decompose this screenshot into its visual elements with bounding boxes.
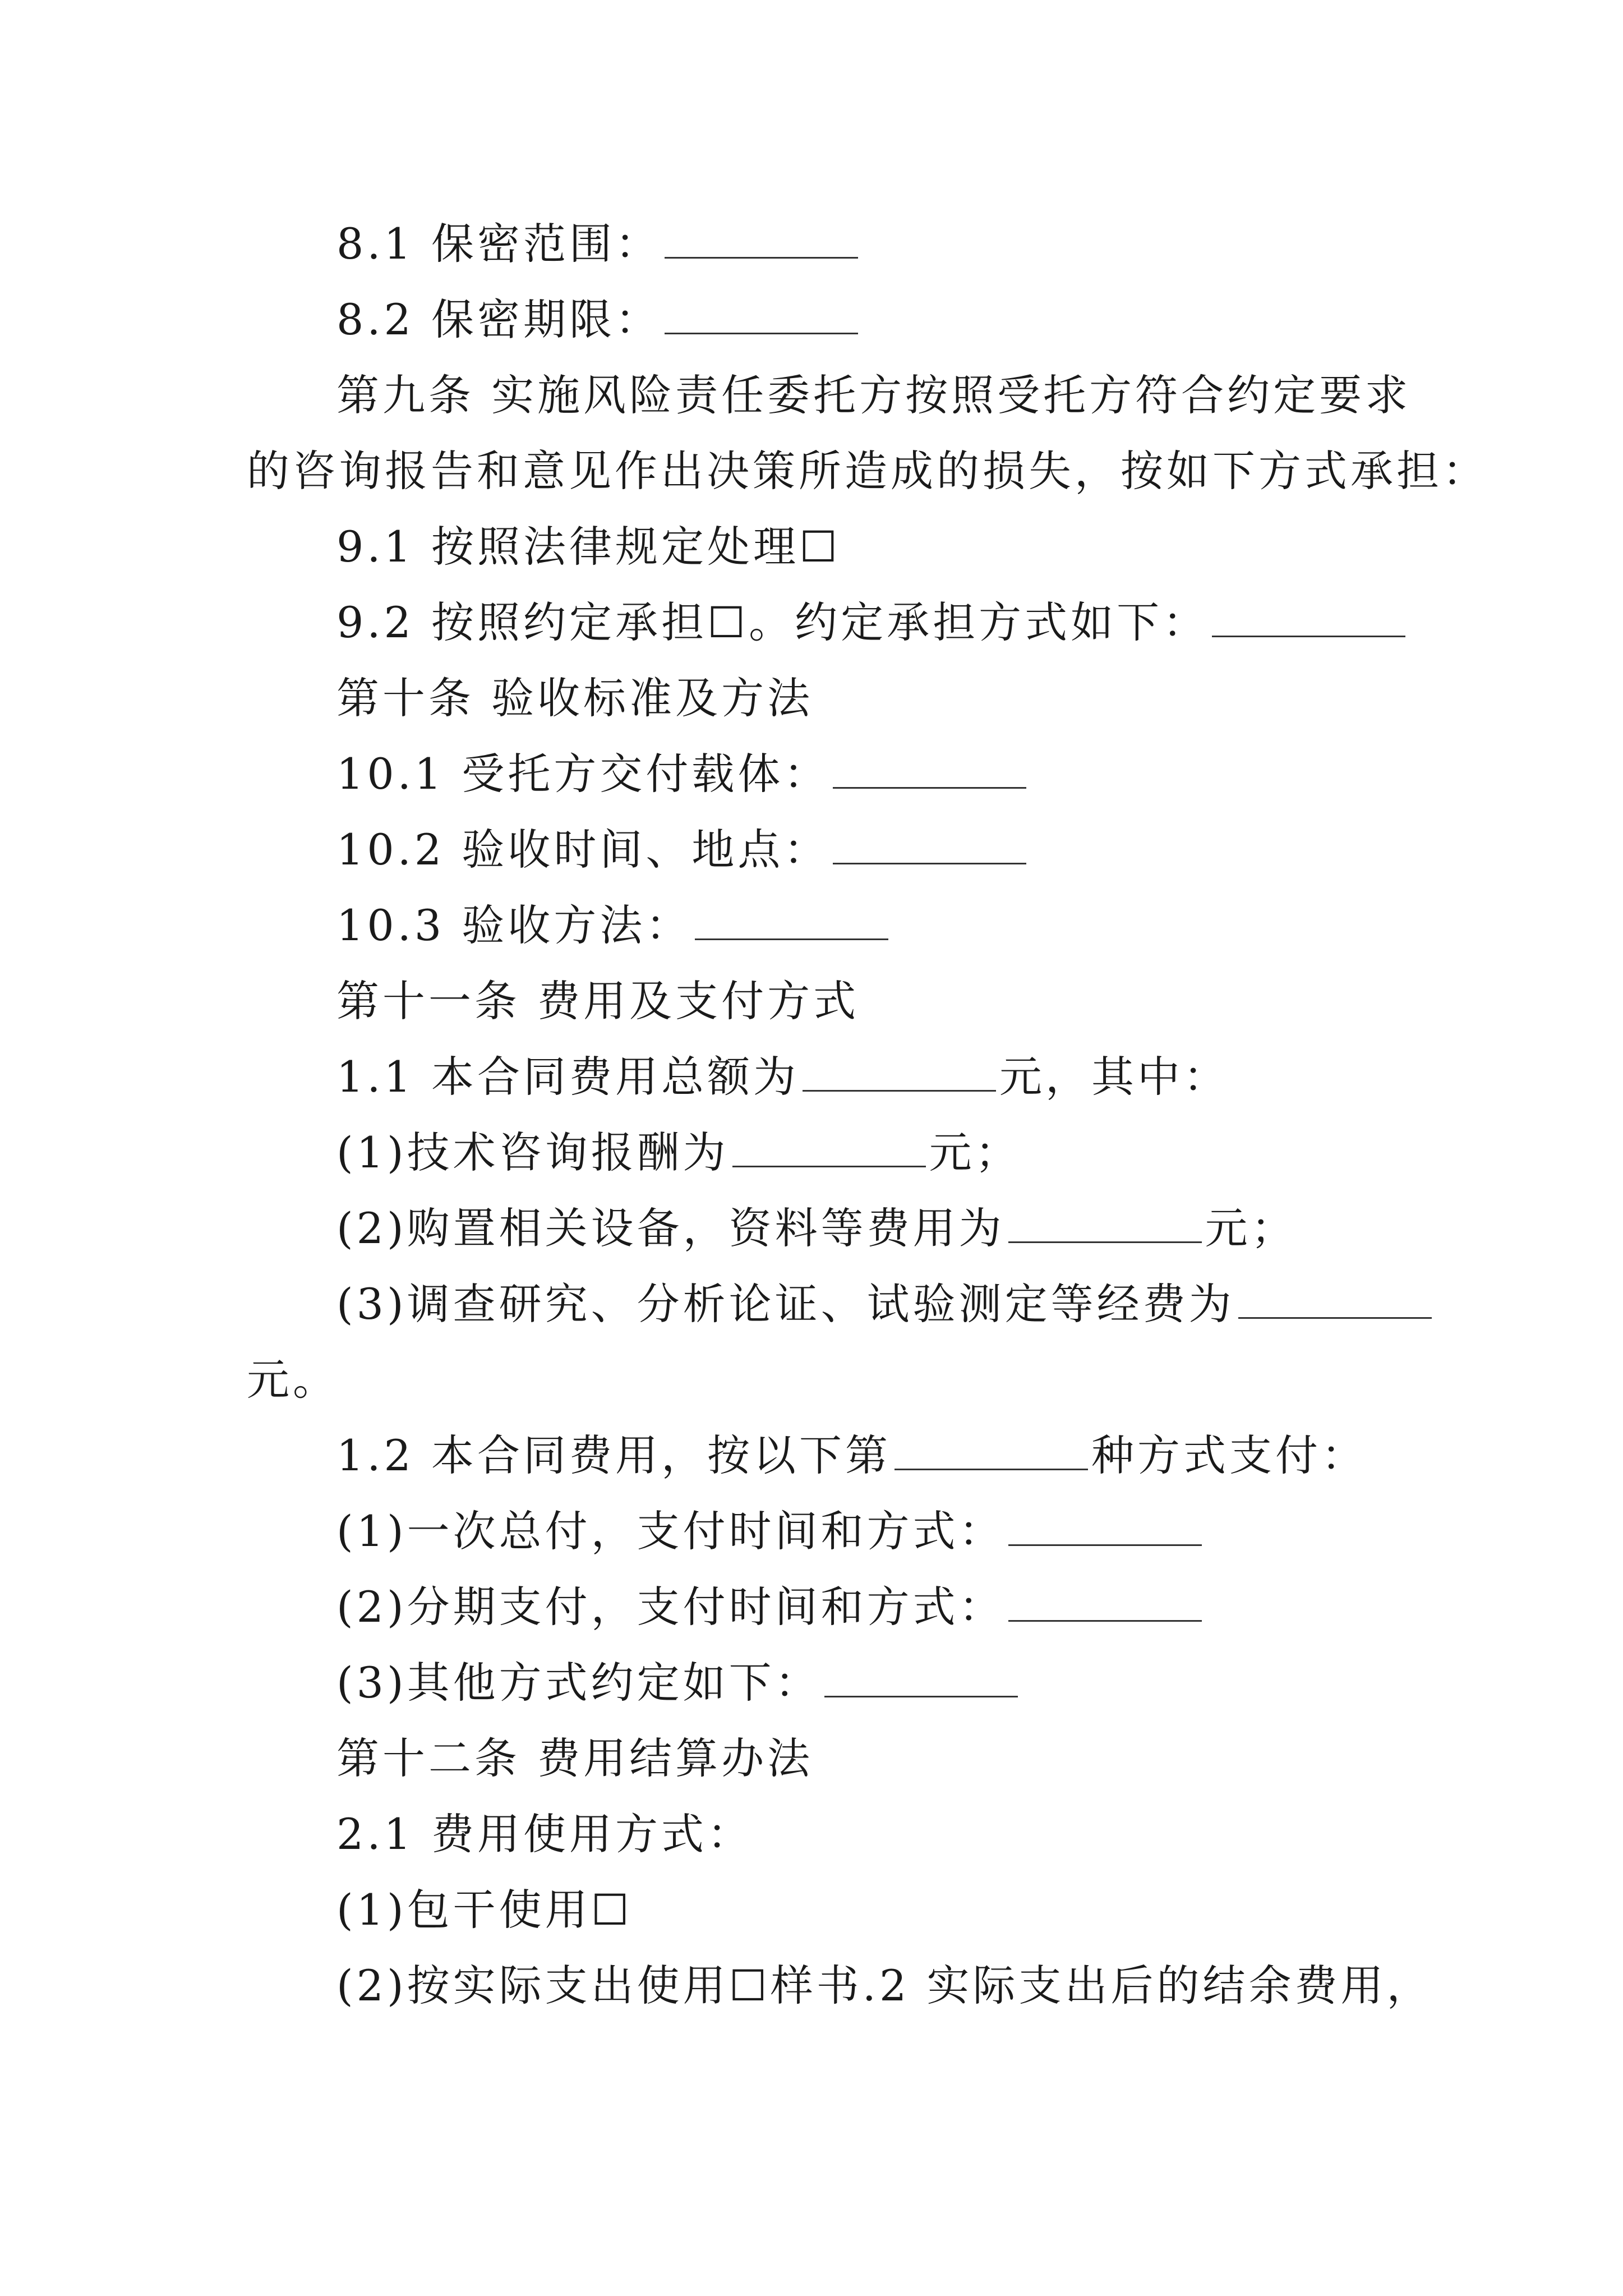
line-text: 第十条 验收标准及方法	[336, 673, 814, 723]
line-text-after: 元；	[929, 1128, 1021, 1177]
line-text: 第十二条 费用结算办法	[336, 1733, 814, 1783]
line-11-2-3	[336, 1655, 1021, 1711]
fill-blank	[1212, 602, 1405, 637]
line-text: 第十一条 费用及支付方式	[336, 976, 860, 1026]
line-text: 元。	[247, 1355, 339, 1405]
line-11-1-2	[336, 1200, 1297, 1257]
fill-blank	[803, 1056, 996, 1092]
fill-blank	[1008, 1511, 1202, 1546]
line-11-2-2	[336, 1579, 1205, 1635]
fill-blank	[1008, 1586, 1202, 1622]
line-12-1	[336, 1806, 753, 1862]
line-12-1-1	[336, 1882, 633, 1938]
fill-blank	[833, 829, 1026, 864]
line-10-1	[336, 746, 1030, 802]
line-article-10	[336, 670, 813, 726]
line-12-1-2	[336, 1958, 1432, 2014]
line-text: (3)其他方式约定如下：	[336, 1658, 821, 1708]
line-text: (1)包干使用☐	[336, 1885, 633, 1935]
line-10-3	[336, 898, 892, 954]
line-text: (1)技术咨询报酬为	[336, 1128, 729, 1177]
line-text: (3)调查研究、分析论证、试验测定等经费为	[336, 1279, 1235, 1329]
line-text: (2)按实际支出使用☐样书.2 实际支出后的结余费用，	[336, 1961, 1433, 2010]
line-10-2	[336, 822, 1030, 878]
line-text: (2)分期支付，支付时间和方式：	[336, 1582, 1005, 1632]
fill-blank	[1008, 1208, 1202, 1243]
fill-blank	[732, 1132, 926, 1167]
line-article-12	[336, 1731, 813, 1787]
line-text: 1.2 本合同费用，按以下第	[336, 1430, 892, 1480]
fill-blank	[665, 223, 858, 259]
fill-blank	[665, 299, 858, 334]
line-9-1	[336, 519, 841, 575]
line-8-2	[336, 292, 861, 348]
fill-blank	[1238, 1283, 1432, 1319]
line-text: (1)一次总付，支付时间和方式：	[336, 1506, 1005, 1556]
line-text: 1.1 本合同费用总额为	[336, 1052, 800, 1102]
line-article-9-cont	[247, 443, 1488, 499]
fill-blank	[824, 1662, 1018, 1697]
line-9-2	[336, 595, 1409, 651]
line-text: 9.2 按照约定承担☐。约定承担方式如下：	[336, 597, 1209, 647]
line-article-9	[336, 367, 1411, 424]
line-text: (2)购置相关设备，资料等费用为	[336, 1203, 1005, 1253]
line-text: 的咨询报告和意见作出决策所造成的损失，按如下方式承担：	[247, 446, 1488, 496]
line-11-2-1	[336, 1503, 1205, 1559]
line-11-1-3	[336, 1276, 1435, 1332]
line-article-11	[336, 973, 859, 1029]
line-text-after: 种方式支付：	[1091, 1430, 1368, 1480]
line-text-after: 元；	[1205, 1203, 1297, 1253]
line-8-1	[336, 216, 861, 272]
line-text: 10.2 验收时间、地点：	[336, 825, 830, 875]
line-11-2	[336, 1428, 1367, 1484]
line-text: 9.1 按照法律规定处理☐	[336, 522, 841, 572]
line-text: 8.2 保密期限：	[336, 295, 662, 344]
fill-blank	[833, 753, 1026, 789]
line-text: 10.3 验收方法：	[336, 900, 692, 950]
line-11-1-3-cont	[247, 1352, 339, 1408]
line-text: 8.1 保密范围：	[336, 219, 662, 269]
line-11-1	[336, 1049, 1229, 1105]
fill-blank	[695, 905, 888, 940]
line-11-1-1	[336, 1125, 1021, 1181]
line-text: 2.1 费用使用方式：	[336, 1809, 754, 1859]
fill-blank	[895, 1435, 1088, 1470]
line-text: 10.1 受托方交付载体：	[336, 749, 830, 799]
line-text: 第九条 实施风险责任委托方按照受托方符合约定要求	[336, 370, 1412, 420]
line-text-after: 元，其中：	[999, 1052, 1230, 1102]
